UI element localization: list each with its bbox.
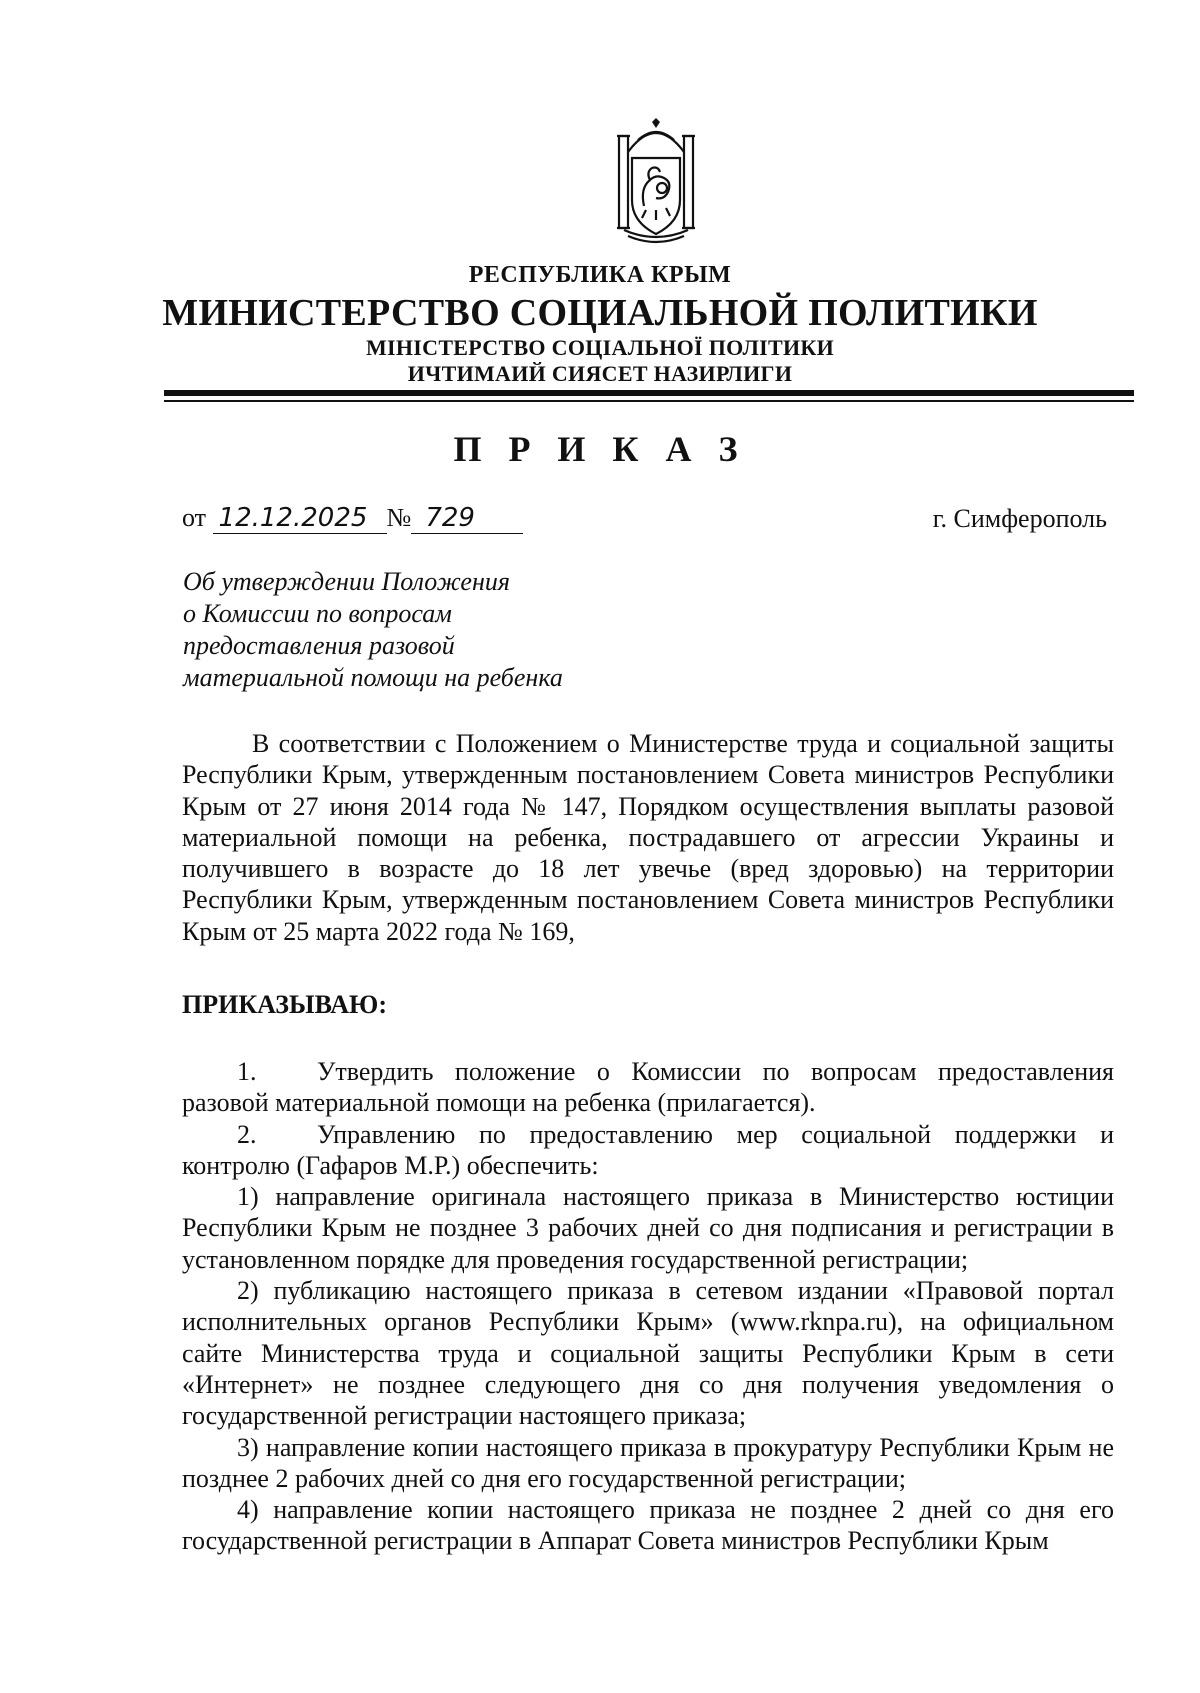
item-text: Управлению по предоставлению мер социальной поддержки и контролю (Гафаров М.Р.) обеспечить:: [182, 1119, 1114, 1180]
number-sign: №: [386, 503, 412, 532]
handwritten-date: 12.12.2025: [213, 503, 387, 534]
item-number: 2.: [237, 1119, 257, 1149]
order-items: [182, 1056, 1114, 1557]
subject-line: материальной помощи на ребенка: [183, 663, 563, 692]
subject-line: о Комиссии по вопросам: [183, 599, 452, 628]
ministry-title-ukrainian: МІНІСТЕРСТВО СОЦІАЛЬНОЇ ПОЛІТИКИ: [365, 335, 835, 360]
order-subitem: 3) направление копии настоящего приказа в прокуратуру Республики Крым не позднее 2 рабочих дней со дня его государственной регистрации;: [182, 1432, 1114, 1493]
city-label: г. Симферополь: [932, 504, 1107, 533]
ministry-title: МИНИСТЕРСТВО СОЦИАЛЬНОЙ ПОЛИТИКИ: [162, 292, 1038, 334]
date-prefix: от: [182, 503, 207, 532]
order-subitem: 4) направление копии настоящего приказа не позднее 2 дней со дня его государственной регистрации в Аппарат Совета министров Республики Крым: [182, 1495, 1114, 1556]
order-item: [182, 1119, 1114, 1182]
region-title: РЕСПУБЛИКА КРЫМ: [468, 262, 732, 288]
item-text: Утвердить положение о Комиссии по вопросам предоставления разовой материальной помощи на ребенка (прилагается).: [182, 1057, 1114, 1118]
preamble-paragraph: В соответствии с Положением о Министерстве труда и социальной защиты Республики Крым, утвержденным постановлением Совета министров Республики Крым от 27 июня 2014 года № 147, Порядком осуществления выплаты разовой материальной помощи на ребенка, пострадавшего от агрессии Украины и получившего в возрасте до 18 лет увечье (вред здоровью) на территории Республики Крым, утвержденным постановлением Совета министров Республики Крым от 25 марта 2022 года № 169,: [182, 729, 1114, 946]
coat-of-arms-emblem: [616, 118, 696, 246]
order-item: [182, 1056, 1114, 1119]
document-subject: [183, 566, 563, 694]
document-type-title: П Р И К А З: [453, 429, 747, 469]
item-number: 1.: [237, 1057, 257, 1086]
header-divider-thick: [164, 390, 1134, 396]
order-heading: ПРИКАЗЫВАЮ:: [182, 990, 387, 1019]
date-number-line: [182, 503, 523, 534]
handwritten-number: 729: [411, 503, 523, 534]
order-subitem: 1) направление оригинала настоящего приказа в Министерство юстиции Республики Крым не позднее 3 рабочих дней со дня подписания и регистрации в установленном порядке для проведения государственной регистрации;: [182, 1182, 1114, 1274]
subject-line: Об утверждении Положения: [183, 567, 510, 596]
header-divider-thin: [164, 400, 1134, 402]
ministry-title-crimean-tatar: ИЧТИМАИЙ СИЯСЕТ НАЗИРЛИГИ: [407, 361, 793, 386]
order-subitem: 2) публикацию настоящего приказа в сетевом издании «Правовой портал исполнительных органов Республики Крым» (www.rknpa.ru), на официальном сайте Министерства труда и социальной защиты Республики Крым в сети «Интернет» не позднее следующего дня со дня получения уведомления о государственной регистрации настоящего приказа;: [182, 1276, 1114, 1431]
subject-line: предоставления разовой: [183, 631, 455, 660]
